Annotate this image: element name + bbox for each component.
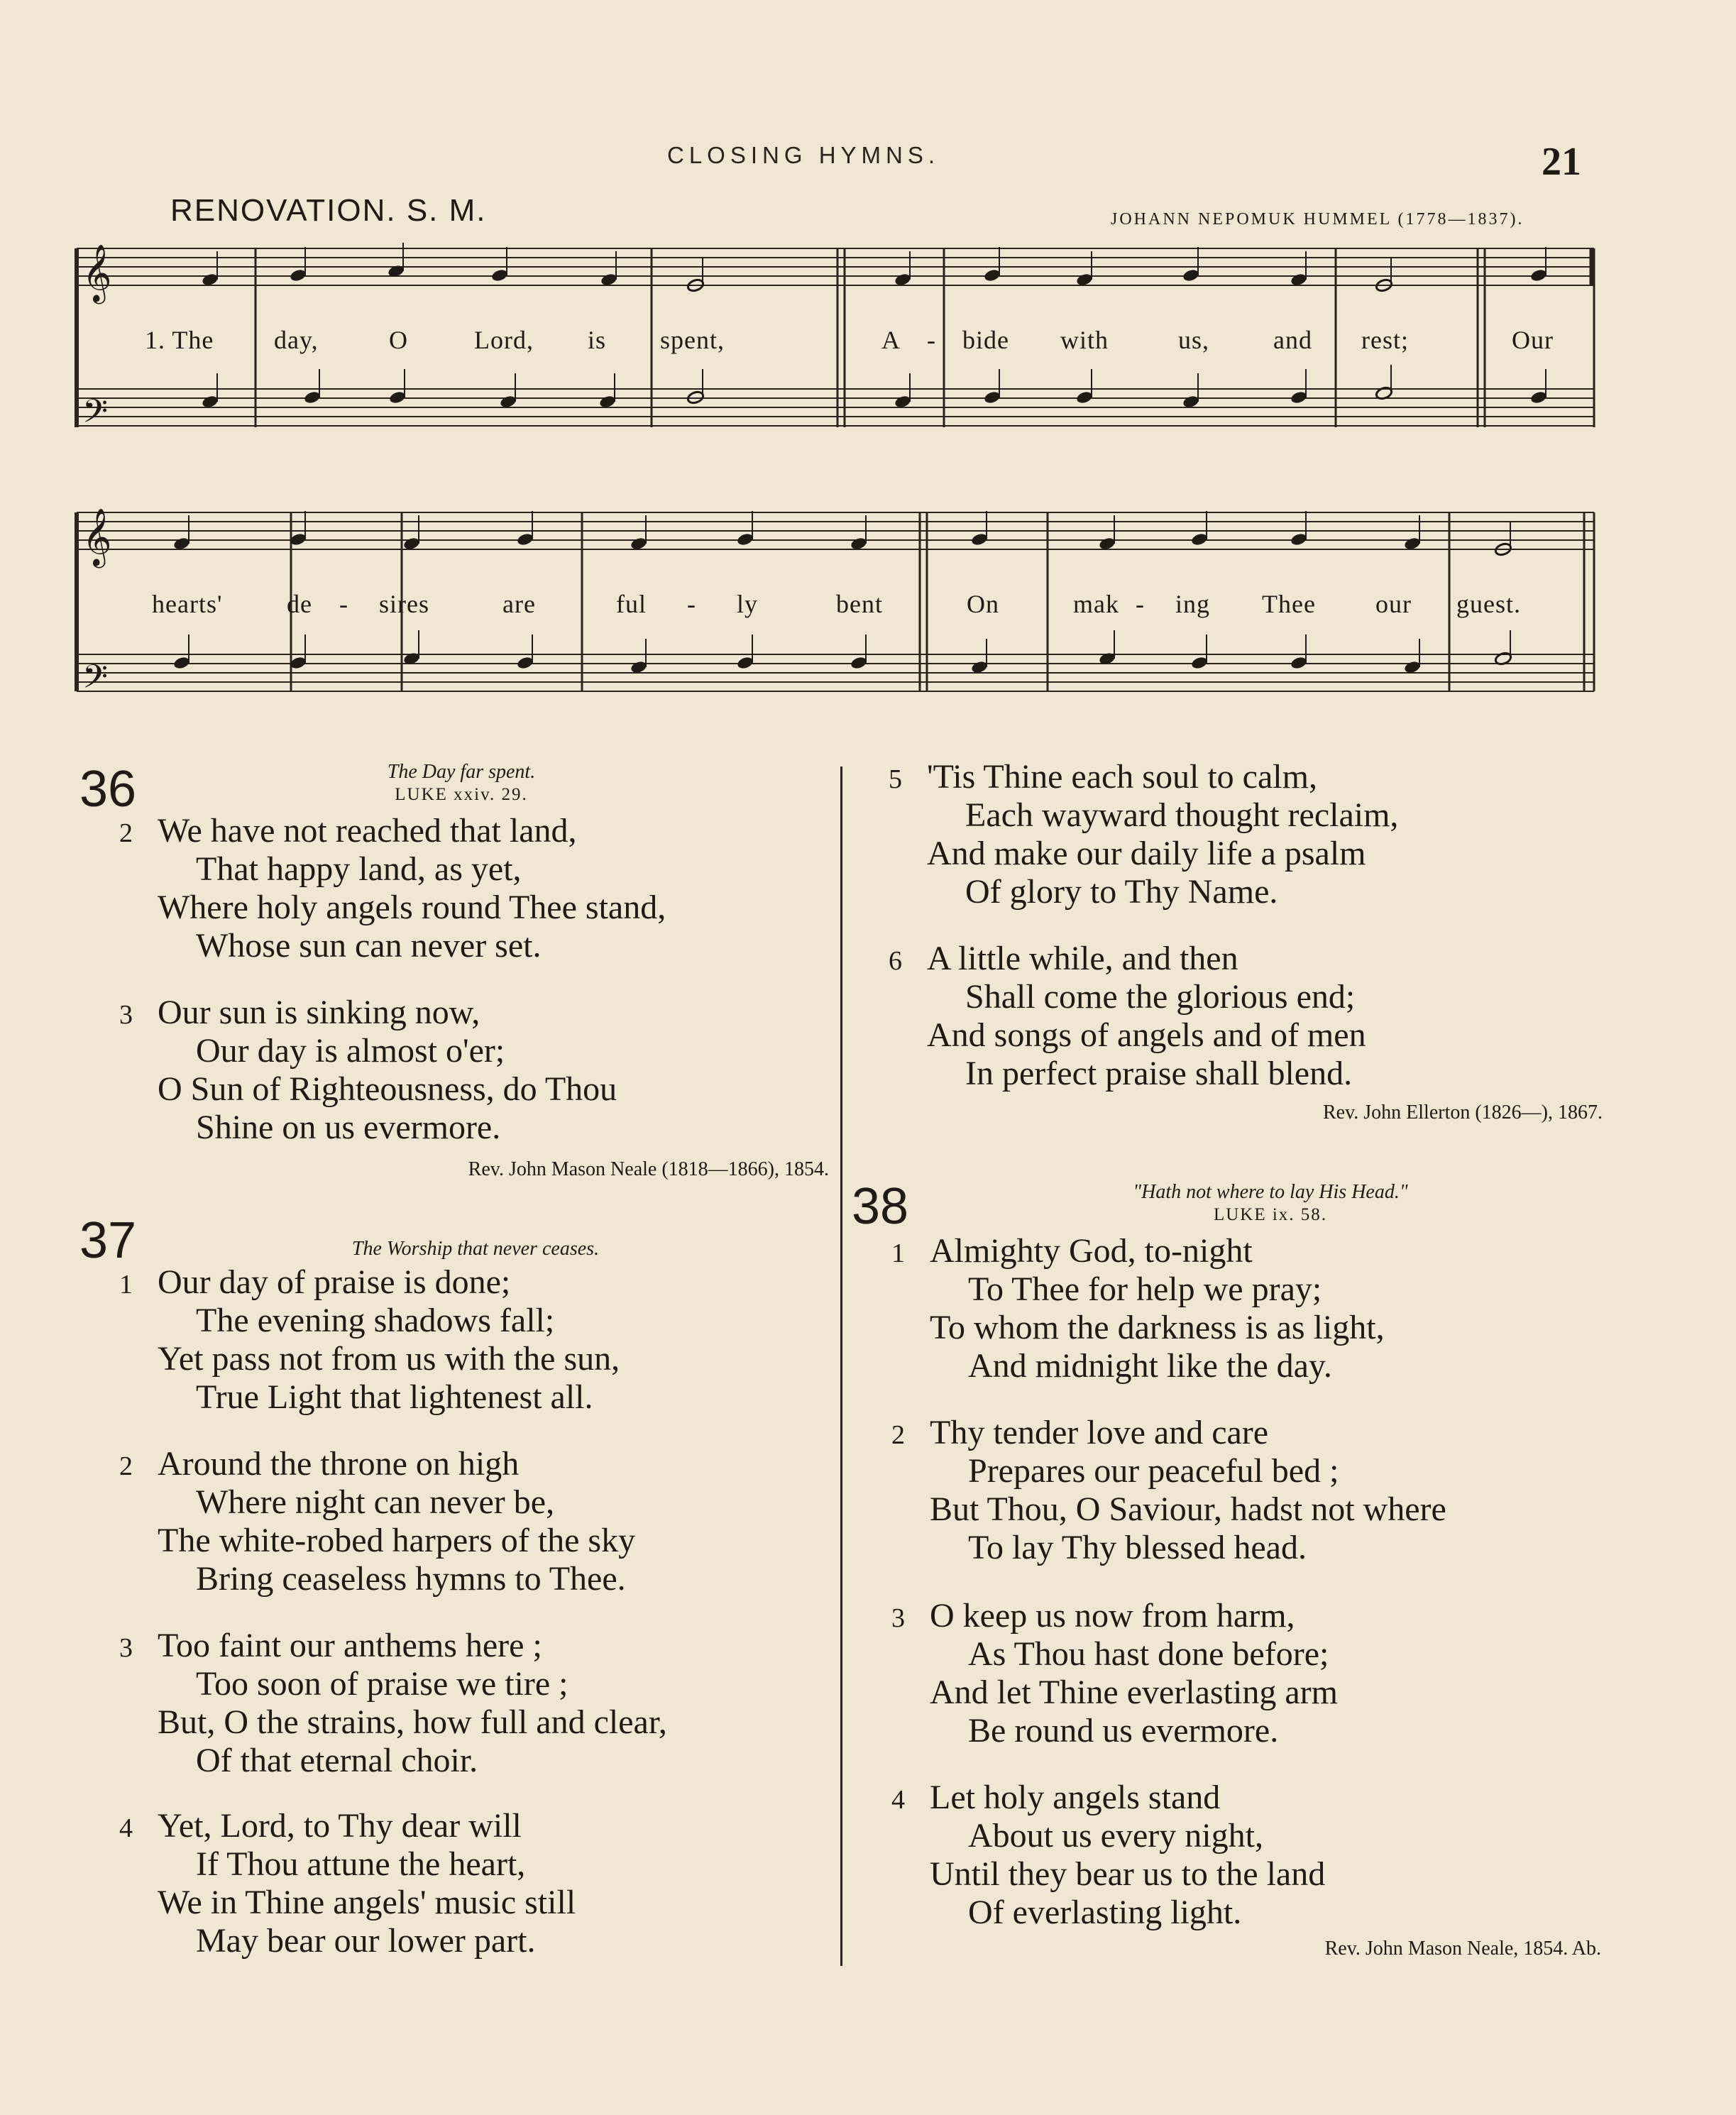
verse-line: Each wayward thought reclaim, — [965, 796, 1399, 834]
lyric-syllable: our — [1375, 590, 1412, 618]
lyric-syllable: A — [881, 326, 901, 354]
hymn-attribution: Rev. John Mason Neale (1818—1866), 1854. — [468, 1158, 829, 1180]
note-head — [970, 532, 988, 547]
verse-line: But, O the strains, how full and clear, — [158, 1703, 667, 1741]
lyric-syllable: ful — [616, 590, 647, 618]
lyric-syllable: is — [588, 326, 607, 354]
verse-line: Prepares our peaceful bed ; — [968, 1452, 1339, 1490]
verse-line: The evening shadows fall; — [196, 1302, 555, 1339]
verse-line: Whose sun can never set. — [196, 927, 542, 965]
lyric-syllable: 1. The — [145, 326, 214, 354]
lyric-syllable: ing — [1175, 590, 1211, 618]
verse-line: Shine on us evermore. — [196, 1109, 501, 1146]
hymn-reference: LUKE ix. 58. — [1213, 1205, 1328, 1224]
lyric-syllable: ly — [737, 590, 759, 618]
verse-line: Where night can never be, — [196, 1483, 555, 1521]
hymn-title: The Worship that never ceases. — [351, 1238, 600, 1260]
running-head: CLOSING HYMNS. — [667, 142, 940, 168]
tune-name: RENOVATION. S. M. — [170, 193, 487, 228]
stanza-number: 1 — [891, 1238, 905, 1268]
note-head — [289, 268, 307, 283]
lyric-syllable: mak — [1073, 590, 1119, 618]
verse-line: Where holy angels round Thee stand, — [158, 889, 666, 926]
lyric-syllable: with — [1060, 326, 1109, 354]
verse-line: About us every night, — [968, 1817, 1263, 1855]
verse-line: To lay Thy blessed head. — [968, 1529, 1307, 1566]
tune-composer: JOHANN NEPOMUK HUMMEL (1778—1837). — [1111, 210, 1525, 229]
verse-line: True Light that lightenest all. — [196, 1378, 593, 1416]
verse-line: May bear our lower part. — [196, 1922, 536, 1960]
lyric-syllable: bent — [836, 590, 883, 618]
verse-line: Too soon of praise we tire ; — [196, 1665, 568, 1703]
verse-line: And midnight like the day. — [968, 1347, 1332, 1385]
lyric-syllable: On — [967, 590, 999, 618]
verse-line: Yet, Lord, to Thy dear will — [158, 1807, 522, 1845]
lyric-syllable: guest. — [1456, 590, 1521, 618]
verse-line: We in Thine angels' music still — [158, 1884, 576, 1921]
verse-line: And songs of angels and of men — [927, 1016, 1366, 1054]
verse-line: To whom the darkness is as light, — [930, 1309, 1385, 1346]
page-number: 21 — [1542, 140, 1581, 184]
verse-line: Too faint our anthems here ; — [158, 1627, 542, 1664]
note-head — [1190, 532, 1208, 547]
note-head — [516, 532, 534, 547]
hymn-number: 37 — [79, 1212, 137, 1269]
hymn-title: The Day far spent. — [387, 761, 536, 783]
note-head — [1529, 268, 1547, 283]
verse-line: Our sun is sinking now, — [158, 994, 480, 1031]
verse-line: As Thou hast done before; — [968, 1635, 1329, 1673]
verse-line: To Thee for help we pray; — [968, 1270, 1322, 1308]
note-head — [388, 390, 406, 405]
verse-line: Be round us evermore. — [968, 1712, 1279, 1749]
verse-line: Almighty God, to-night — [930, 1232, 1253, 1270]
note-head — [850, 656, 867, 671]
hymn-title: "Hath not where to lay His Head." — [1133, 1181, 1408, 1203]
note-head — [736, 656, 754, 671]
stanza-number: 3 — [891, 1603, 905, 1633]
lyric-syllable: hearts' — [152, 590, 223, 618]
clef-icon: 𝄢 — [82, 658, 109, 704]
verse-line: And make our daily life a psalm — [927, 835, 1366, 872]
stanza-number: 4 — [891, 1785, 905, 1815]
verse-line: That happy land, as yet, — [196, 850, 522, 888]
verse-line: Of glory to Thy Name. — [965, 873, 1278, 911]
lyric-syllable: Lord, — [474, 326, 534, 354]
lyric-syllable: spent, — [660, 326, 725, 354]
verse-line: Of everlasting light. — [968, 1894, 1242, 1931]
lyric-syllable: day, — [274, 326, 319, 354]
lyric-syllable: are — [502, 590, 536, 618]
stanza-number: 6 — [889, 946, 902, 976]
lyric-syllable: O — [389, 326, 408, 354]
hymn-number: 36 — [79, 761, 137, 818]
lyric-syllable: and — [1273, 326, 1312, 354]
note-head — [736, 532, 754, 547]
note-head — [516, 656, 534, 671]
clef-icon: 𝄞 — [82, 243, 112, 302]
verse-line: In perfect praise shall blend. — [965, 1055, 1353, 1092]
hymn-number: 38 — [852, 1178, 909, 1235]
verse-line: Our day of praise is done; — [158, 1263, 511, 1301]
note-head — [303, 390, 321, 405]
note-head — [983, 268, 1001, 283]
lyric-syllable: us, — [1178, 326, 1210, 354]
verse-line: 'Tis Thine each soul to calm, — [927, 758, 1317, 796]
verse-line: A little while, and then — [927, 940, 1238, 977]
verse-line: Around the throne on high — [158, 1445, 520, 1483]
hymn-reference: LUKE xxiv. 29. — [395, 785, 528, 804]
verse-line: But Thou, O Saviour, hadst not where — [930, 1490, 1446, 1528]
stanza-number: 3 — [119, 1000, 133, 1030]
lyric-syllable: Thee — [1262, 590, 1316, 618]
lyric-syllable: - — [927, 326, 936, 354]
hymn-attribution: Rev. John Mason Neale, 1854. Ab. — [1324, 1938, 1601, 1960]
verse-line: Yet pass not from us with the sun, — [158, 1340, 620, 1378]
note-head — [172, 656, 190, 671]
lyric-syllable: bide — [962, 326, 1009, 354]
verse-line: O keep us now from harm, — [930, 1597, 1295, 1635]
verse-line: Our day is almost o'er; — [196, 1032, 505, 1070]
note-head — [1529, 390, 1547, 405]
stanza-number: 2 — [119, 818, 133, 848]
stanza-number: 5 — [889, 764, 902, 794]
stanza-number: 4 — [119, 1813, 133, 1843]
lyric-syllable: - — [1136, 590, 1145, 618]
verse-line: The white-robed harpers of the sky — [158, 1522, 636, 1559]
verse-line: Let holy angels stand — [930, 1779, 1221, 1816]
music-score — [0, 0, 1736, 738]
verse-line: We have not reached that land, — [158, 812, 577, 850]
lyric-syllable: - — [687, 590, 696, 618]
verse-line: Shall come the glorious end; — [965, 978, 1356, 1016]
verse-line: Of that eternal choir. — [196, 1742, 478, 1779]
stanza-number: 2 — [891, 1420, 905, 1450]
note-head — [1290, 390, 1307, 405]
stanza-number: 2 — [119, 1451, 133, 1481]
hymn-attribution: Rev. John Ellerton (1826—), 1867. — [1322, 1102, 1603, 1124]
verse-line: Bring ceaseless hymns to Thee. — [196, 1560, 626, 1598]
column-divider — [840, 767, 842, 1966]
lyric-syllable: Our — [1512, 326, 1554, 354]
note-head — [983, 390, 1001, 405]
note-head — [1182, 268, 1199, 283]
note-head — [1190, 656, 1208, 671]
lyric-syllable: de — [287, 590, 312, 618]
verse-line: And let Thine everlasting arm — [930, 1674, 1338, 1711]
verse-line: Until they bear us to the land — [930, 1855, 1326, 1893]
verse-line: Thy tender love and care — [930, 1414, 1269, 1451]
note-head — [1290, 656, 1307, 671]
lyric-syllable: - — [339, 590, 348, 618]
lyric-syllable: sires — [379, 590, 429, 618]
note-head — [1290, 532, 1307, 547]
verse-line: If Thou attune the heart, — [196, 1845, 526, 1883]
stanza-number: 3 — [119, 1633, 133, 1663]
stanza-number: 1 — [119, 1270, 133, 1300]
clef-icon: 𝄞 — [82, 507, 112, 566]
note-head — [1075, 390, 1093, 405]
clef-icon: 𝄢 — [82, 392, 109, 439]
verse-line: O Sun of Righteousness, do Thou — [158, 1070, 617, 1108]
note-head — [490, 268, 508, 283]
lyric-syllable: rest; — [1361, 326, 1409, 354]
